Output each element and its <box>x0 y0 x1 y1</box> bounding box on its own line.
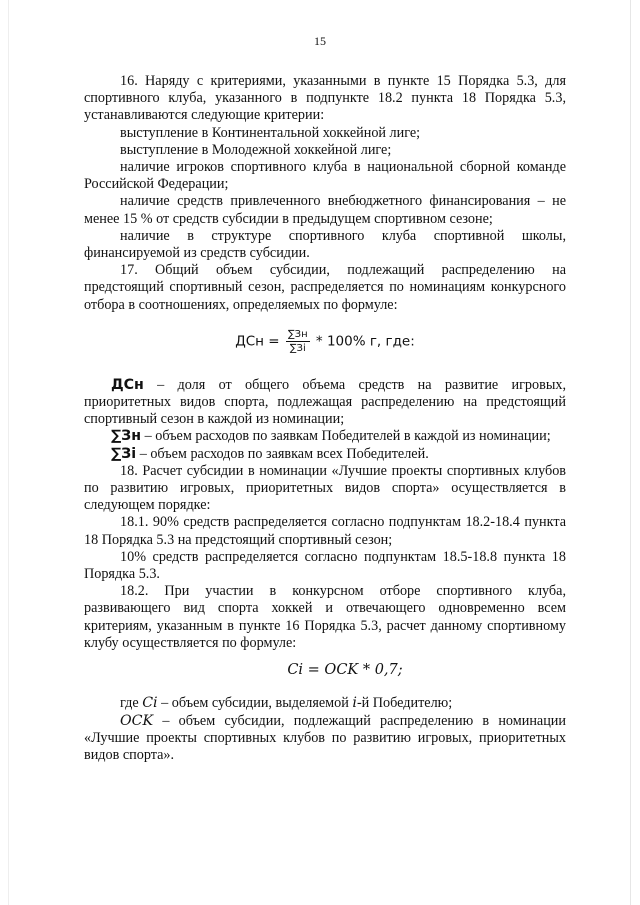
formula-subsidy: Ci = ОСK * 0,7; <box>287 662 403 679</box>
definition-ock-symbol: ОСK <box>120 712 154 729</box>
criterion-1: выступление в Континентальной хоккейной лиге; <box>120 124 421 141</box>
criterion-3: наличие игроков спортивного клуба в национальной сборной команде Российской Федерации; <box>84 159 566 193</box>
definition-sum-zn <box>84 428 566 445</box>
definition-sum-zn-text: – объем расходов по заявкам Победителей в каждой из номинации; <box>141 428 551 445</box>
definition-ci-text2: -й Победителю; <box>356 695 453 712</box>
formula-numerator: ∑Зн <box>287 328 308 340</box>
formula-fraction <box>286 328 310 355</box>
paragraph-17: 17. Общий объем субсидии, подлежащий распределению на предстоящий спортивный сезон, распределяется по номинациям конкурсного отбора в соотношениях, определяемых по формуле: <box>84 262 566 313</box>
paragraph-18-1: 18.1. 90% средств распределяется согласно подпунктам 18.2-18.4 пункта 18 Порядка 5.3 на предстоящий спортивный сезон; <box>84 514 566 548</box>
definition-dsn-text: – доля от общего объема средств на развитие игровых, приоритетных видов спорта, подлежащая распределению на предстоящий спортивный сезон в каждой из номинации; <box>84 376 566 428</box>
definition-ci-prefix: где <box>120 695 143 712</box>
criterion-5: наличие в структуре спортивного клуба спортивной школы, финансируемой из средств субсидии. <box>84 227 566 262</box>
definition-ci <box>84 695 566 712</box>
criterion-2: выступление в Молодежной хоккейной лиге; <box>120 141 392 158</box>
paragraph-18: 18. Расчет субсидии в номинации «Лучшие проекты спортивных клубов по развитию игровых, приоритетных видов спорта» осуществляется в следующем порядке: <box>84 462 566 514</box>
definition-sum-zi <box>84 446 566 463</box>
definition-sum-zi-symbol: ∑Зi <box>111 445 137 462</box>
formula-share <box>84 328 566 355</box>
definition-dsn <box>84 377 566 429</box>
scan-margin-right <box>630 0 631 905</box>
formula-lhs: ДСн <box>235 333 265 350</box>
formula-rest: * 100% г, где: <box>311 333 415 350</box>
definition-sum-zn-symbol: ∑Зн <box>111 428 142 445</box>
definition-dsn-symbol: ДСн <box>111 376 144 393</box>
definition-ci-symbol: Ci <box>142 695 158 712</box>
formula-eq: = <box>264 333 284 350</box>
page-number: 15 <box>314 34 326 48</box>
scan-margin-left <box>8 0 9 905</box>
document-body <box>84 73 566 764</box>
definition-ock <box>84 713 566 765</box>
definition-ci-text: – объем субсидии, выделяемой <box>157 695 353 712</box>
definition-ock-text: – объем субсидии, подлежащий распределению в номинации «Лучшие проекты спортивных клубов по развитию игровых, приоритетных видов спорта». <box>84 712 566 763</box>
criterion-4: наличие средств привлеченного внебюджетного финансирования – не менее 15 % от средств субсидии в предыдущем спортивном сезоне; <box>84 193 566 227</box>
definition-ci-i: i <box>352 695 357 712</box>
paragraph-16: 16. Наряду с критериями, указанными в пункте 15 Порядка 5.3, для спортивного клуба, указанного в подпункте 18.2 пункта 18 Порядка 5.3, устанавливаются следующие критерии: <box>84 73 566 124</box>
definition-sum-zi-text: – объем расходов по заявкам всех Победителей. <box>136 445 429 462</box>
paragraph-18-1-b: 10% средств распределяется согласно подпунктам 18.5-18.8 пункта 18 Порядка 5.3. <box>84 548 566 583</box>
formula-denominator: ∑Зi <box>289 342 306 354</box>
paragraph-18-2: 18.2. При участии в конкурсном отборе спортивного клуба, развивающего вид спорта хоккей и отвечающего одновременно всем критериям, указанным в пункте 16 Порядка 5.3, расчет данному спортивному клубу осуществляется по формуле: <box>84 583 566 651</box>
